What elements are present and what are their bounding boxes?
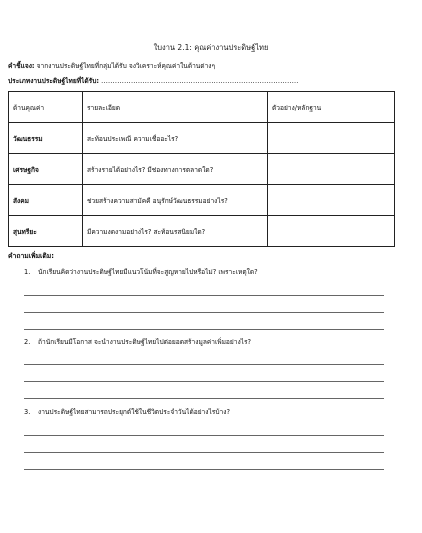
header-detail: รายละเอียด bbox=[83, 92, 268, 123]
question-text: ถ้านักเรียนมีโอกาส จะนำงานประดิษฐ์ไทยไปต่อยอดสร้างมูลค่าเพิ่มอย่างไร? bbox=[38, 338, 252, 346]
question-text: นักเรียนคิดว่างานประดิษฐ์ไทยมีแนวโน้มที่จะสูญหายไปหรือไม่? เพราะเหตุใด? bbox=[38, 268, 258, 276]
question-number: 1. bbox=[24, 268, 31, 276]
answer-line[interactable] bbox=[24, 312, 384, 313]
worksheet-title: ใบงาน 2.1: คุณค่างานประดิษฐ์ไทย bbox=[153, 43, 269, 52]
question-number: 3. bbox=[24, 408, 31, 416]
answer-line[interactable] bbox=[24, 398, 384, 399]
answer-line[interactable] bbox=[24, 329, 384, 330]
table-row bbox=[9, 123, 395, 154]
row-detail: ช่วยสร้างความสามัคคี อนุรักษ์วัฒนธรรมอย่างไร? bbox=[83, 185, 268, 216]
row-aspect: วัฒนธรรม bbox=[9, 123, 83, 154]
answer-line[interactable] bbox=[24, 364, 384, 365]
received-type-blank[interactable]: ...................................................................................... bbox=[101, 77, 299, 85]
row-aspect: สุนทรียะ bbox=[9, 216, 83, 247]
answer-line[interactable] bbox=[24, 381, 384, 382]
row-detail: สะท้อนประเพณี ความเชื่ออะไร? bbox=[83, 123, 268, 154]
question-1 bbox=[24, 266, 258, 277]
value-analysis-table bbox=[8, 91, 395, 247]
extra-questions-heading: คำถามเพิ่มเติม: bbox=[8, 252, 54, 260]
instruction-label: คำชี้แจง: bbox=[8, 62, 35, 70]
answer-line[interactable] bbox=[24, 295, 384, 296]
received-type-label: ประเภทงานประดิษฐ์ไทยที่ได้รับ: bbox=[8, 77, 100, 85]
row-example-cell[interactable] bbox=[268, 216, 395, 247]
question-text: งานประดิษฐ์ไทยสามารถประยุกต์ใช้ในชีวิตประจำวันได้อย่างไรบ้าง? bbox=[38, 408, 230, 416]
question-2 bbox=[24, 336, 251, 347]
row-example-cell[interactable] bbox=[268, 154, 395, 185]
row-detail: สร้างรายได้อย่างไร? มีช่องทางการตลาดใด? bbox=[83, 154, 268, 185]
question-number: 2. bbox=[24, 338, 31, 346]
instruction-line bbox=[8, 60, 215, 71]
received-type-line bbox=[8, 75, 299, 86]
header-example: ตัวอย่าง/หลักฐาน bbox=[268, 92, 395, 123]
table-row bbox=[9, 154, 395, 185]
row-example-cell[interactable] bbox=[268, 185, 395, 216]
instruction-text: จากงานประดิษฐ์ไทยที่กลุ่มได้รับ จงวิเคราะห์คุณค่าในด้านต่างๆ bbox=[36, 62, 216, 70]
row-detail: มีความงดงามอย่างไร? สะท้อนรสนิยมใด? bbox=[83, 216, 268, 247]
table-header-row bbox=[9, 92, 395, 123]
answer-line[interactable] bbox=[24, 469, 384, 470]
header-aspect: ด้านคุณค่า bbox=[9, 92, 83, 123]
row-aspect: สังคม bbox=[9, 185, 83, 216]
row-aspect: เศรษฐกิจ bbox=[9, 154, 83, 185]
answer-line[interactable] bbox=[24, 435, 384, 436]
row-example-cell[interactable] bbox=[268, 123, 395, 154]
question-3 bbox=[24, 406, 230, 417]
answer-line[interactable] bbox=[24, 452, 384, 453]
table-row bbox=[9, 185, 395, 216]
table-row bbox=[9, 216, 395, 247]
